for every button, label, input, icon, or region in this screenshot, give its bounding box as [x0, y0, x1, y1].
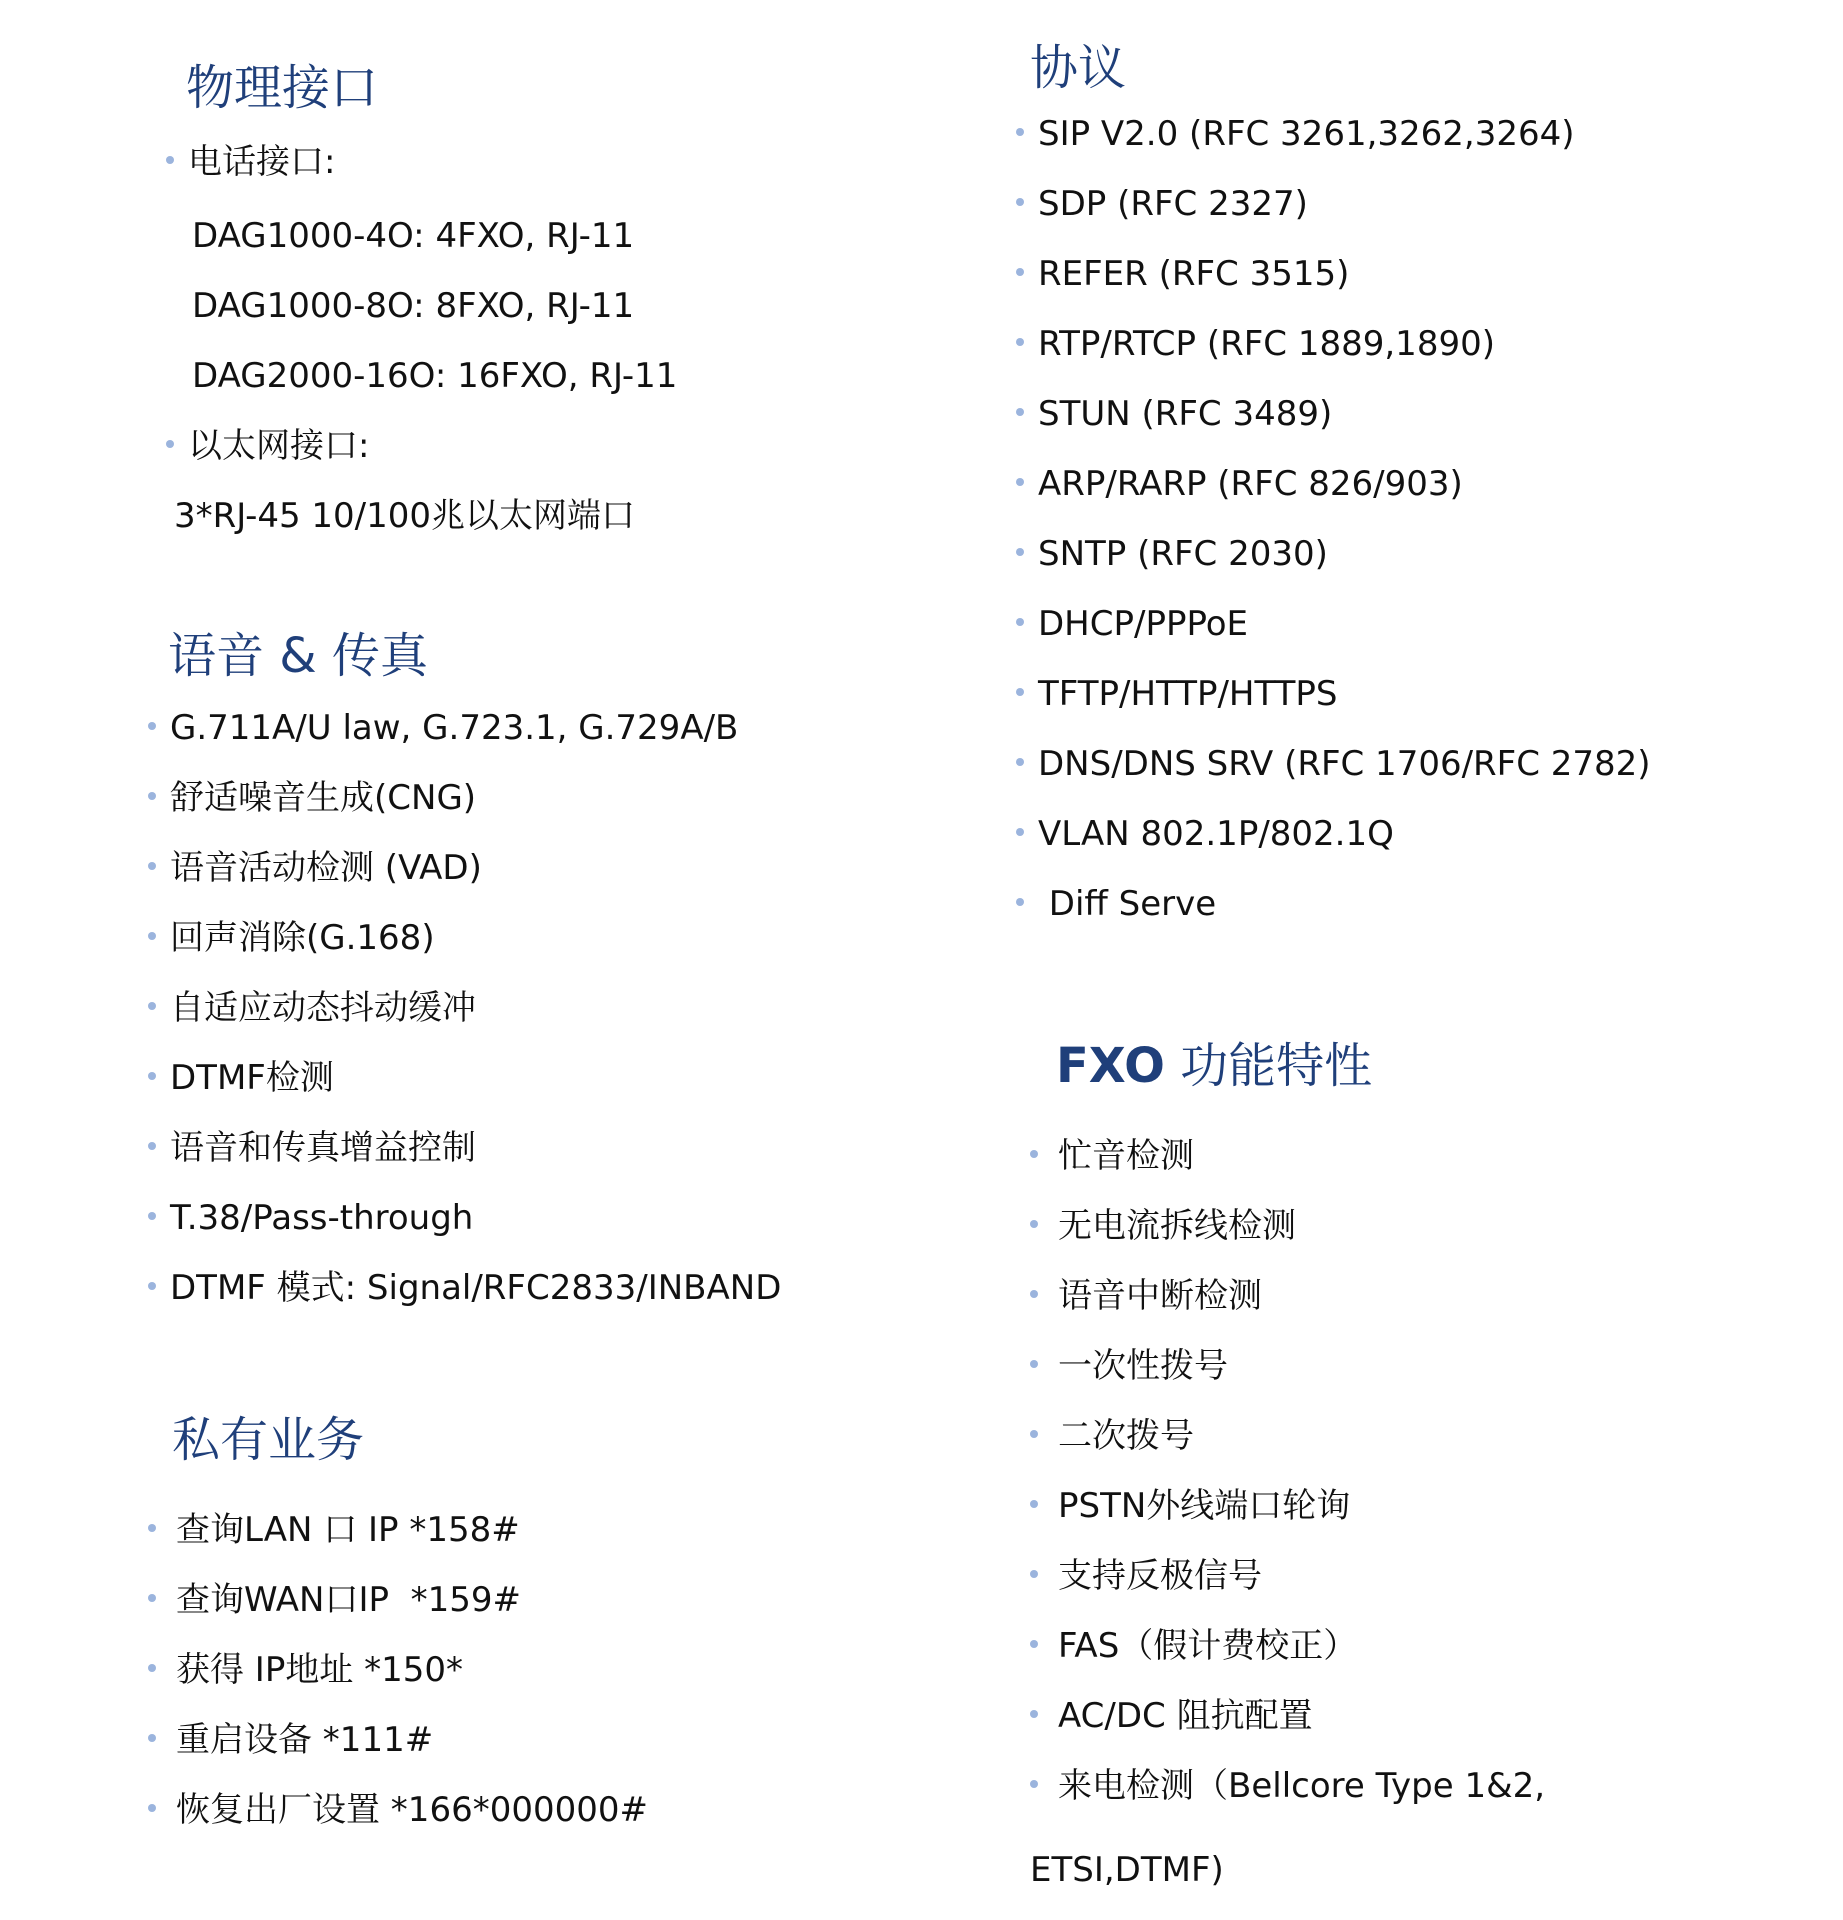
- list-item: [1030, 1624, 1357, 1668]
- list-item-text: DTMF检测: [170, 1058, 334, 1098]
- private-services-heading: 私有业务: [172, 1412, 365, 1468]
- bullet-icon: [148, 1212, 156, 1220]
- bullet-icon: [1016, 828, 1024, 836]
- bullet-icon: [1016, 758, 1024, 766]
- bullet-icon: [148, 1142, 156, 1150]
- bullet-icon: [1016, 548, 1024, 556]
- list-item: [1016, 462, 1463, 506]
- list-item-text: 语音活动检测 (VAD): [170, 848, 482, 888]
- bullet-icon: [148, 1804, 156, 1812]
- bullet-icon: [148, 1664, 156, 1672]
- list-item: [148, 1648, 463, 1692]
- list-item: [148, 1126, 476, 1170]
- list-item-text: 支持反极信号: [1058, 1556, 1262, 1596]
- list-item-text: 二次拨号: [1058, 1416, 1194, 1456]
- fxo-heading-rest: 功能特性: [1180, 1038, 1373, 1094]
- bullet-icon: [148, 1002, 156, 1010]
- bullet-icon: [1016, 338, 1024, 346]
- list-item-text: 忙音检测: [1058, 1136, 1194, 1176]
- list-item-text: SIP V2.0 (RFC 3261,3262,3264): [1038, 114, 1575, 154]
- list-item-text: DHCP/PPPoE: [1038, 604, 1249, 644]
- list-item: [1016, 882, 1216, 926]
- list-item-text: 来电检测（Bellcore Type 1&2,: [1058, 1766, 1546, 1806]
- phone-interface-label: 电话接口:: [188, 142, 336, 182]
- fxo-features-heading: [1056, 1038, 1372, 1094]
- list-item: [1030, 1764, 1545, 1808]
- list-item: [1016, 252, 1349, 296]
- list-item: [1030, 1414, 1194, 1458]
- list-item-text: 重启设备 *111#: [176, 1720, 434, 1760]
- list-item: [1016, 742, 1651, 786]
- bullet-icon: [1016, 688, 1024, 696]
- list-item: [148, 706, 738, 750]
- list-item-text: AC/DC 阻抗配置: [1058, 1696, 1313, 1736]
- fxo-caller-id-continuation: ETSI,DTMF): [1030, 1850, 1224, 1890]
- list-item-text: 舒适噪音生成(CNG): [170, 778, 477, 818]
- bullet-icon: [1016, 408, 1024, 416]
- list-item: [1030, 1554, 1262, 1598]
- bullet-icon: [148, 1594, 156, 1602]
- list-item: [1030, 1134, 1194, 1178]
- phone-model-line: DAG1000-4O: 4FXO, RJ-11: [192, 216, 635, 256]
- list-item-text: 一次性拨号: [1058, 1346, 1228, 1386]
- list-item-text: 无电流拆线检测: [1058, 1206, 1296, 1246]
- list-item: [148, 1718, 433, 1762]
- phone-interface-item: [166, 140, 335, 184]
- list-item: [148, 1508, 520, 1552]
- list-item: [1016, 182, 1308, 226]
- list-item: [1030, 1484, 1350, 1528]
- list-item: [1030, 1344, 1228, 1388]
- list-item: [148, 846, 482, 890]
- bullet-icon: [1030, 1710, 1038, 1718]
- bullet-icon: [148, 1524, 156, 1532]
- bullet-icon: [1016, 898, 1024, 906]
- bullet-icon: [166, 440, 174, 448]
- list-item: [1016, 322, 1495, 366]
- list-item-text: SDP (RFC 2327): [1038, 184, 1308, 224]
- list-item: [148, 1266, 781, 1310]
- ethernet-interface-value: 3*RJ-45 10/100兆以太网端口: [174, 496, 636, 536]
- list-item: [1030, 1274, 1262, 1318]
- bullet-icon: [166, 156, 174, 164]
- bullet-icon: [148, 792, 156, 800]
- list-item: [1016, 672, 1338, 716]
- list-item-text: REFER (RFC 3515): [1038, 254, 1350, 294]
- bullet-icon: [1030, 1290, 1038, 1298]
- list-item-text: Diff Serve: [1038, 884, 1217, 924]
- list-item-text: T.38/Pass-through: [170, 1198, 474, 1238]
- list-item-text: 恢复出厂设置 *166*000000#: [176, 1790, 648, 1830]
- list-item-text: STUN (RFC 3489): [1038, 394, 1333, 434]
- ethernet-interface-item: [166, 424, 369, 468]
- bullet-icon: [1030, 1150, 1038, 1158]
- phone-model-line: DAG1000-8O: 8FXO, RJ-11: [192, 286, 635, 326]
- voice-fax-heading: 语音 & 传真: [168, 628, 428, 684]
- list-item: [1016, 532, 1328, 576]
- bullet-icon: [148, 862, 156, 870]
- list-item-text: 语音和传真增益控制: [170, 1128, 476, 1168]
- ethernet-interface-label: 以太网接口:: [188, 426, 370, 466]
- bullet-icon: [1030, 1430, 1038, 1438]
- list-item: [148, 1578, 521, 1622]
- list-item: [1016, 392, 1332, 436]
- list-item-text: SNTP (RFC 2030): [1038, 534, 1328, 574]
- list-item-text: 查询WAN口IP *159#: [176, 1580, 521, 1620]
- list-item: [148, 1788, 648, 1832]
- list-item-text: G.711A/U law, G.723.1, G.729A/B: [170, 708, 739, 748]
- list-item-text: 语音中断检测: [1058, 1276, 1262, 1316]
- bullet-icon: [148, 1282, 156, 1290]
- bullet-icon: [1030, 1360, 1038, 1368]
- fxo-heading-prefix: FXO: [1056, 1038, 1165, 1094]
- bullet-icon: [1016, 268, 1024, 276]
- list-item-text: ARP/RARP (RFC 826/903): [1038, 464, 1463, 504]
- list-item: [1016, 112, 1575, 156]
- list-item: [148, 776, 476, 820]
- list-item-text: VLAN 802.1P/802.1Q: [1038, 814, 1394, 854]
- bullet-icon: [148, 722, 156, 730]
- list-item: [1016, 812, 1394, 856]
- bullet-icon: [1030, 1570, 1038, 1578]
- bullet-icon: [1030, 1640, 1038, 1648]
- list-item-text: PSTN外线端口轮询: [1058, 1486, 1351, 1526]
- bullet-icon: [148, 932, 156, 940]
- bullet-icon: [1030, 1220, 1038, 1228]
- list-item: [1016, 602, 1248, 646]
- bullet-icon: [148, 1072, 156, 1080]
- bullet-icon: [148, 1734, 156, 1742]
- list-item-text: 获得 IP地址 *150*: [176, 1650, 464, 1690]
- bullet-icon: [1016, 198, 1024, 206]
- list-item-text: TFTP/HTTP/HTTPS: [1038, 674, 1338, 714]
- list-item-text: 自适应动态抖动缓冲: [170, 988, 476, 1028]
- list-item: [1030, 1204, 1296, 1248]
- list-item: [148, 1056, 334, 1100]
- bullet-icon: [1016, 128, 1024, 136]
- list-item: [1030, 1694, 1313, 1738]
- list-item-text: RTP/RTCP (RFC 1889,1890): [1038, 324, 1495, 364]
- phone-model-line: DAG2000-16O: 16FXO, RJ-11: [192, 356, 678, 396]
- physical-interface-heading: 物理接口: [186, 60, 379, 116]
- bullet-icon: [1016, 478, 1024, 486]
- bullet-icon: [1016, 618, 1024, 626]
- list-item: [148, 1196, 473, 1240]
- bullet-icon: [1030, 1780, 1038, 1788]
- protocol-heading: 协议: [1030, 40, 1127, 96]
- list-item-text: 回声消除(G.168): [170, 918, 435, 958]
- list-item: [148, 916, 435, 960]
- list-item-text: 查询LAN 口 IP *158#: [176, 1510, 520, 1550]
- list-item-text: FAS（假计费校正）: [1058, 1626, 1358, 1666]
- list-item-text: DNS/DNS SRV (RFC 1706/RFC 2782): [1038, 744, 1651, 784]
- bullet-icon: [1030, 1500, 1038, 1508]
- list-item: [148, 986, 476, 1030]
- list-item-text: DTMF 模式: Signal/RFC2833/INBAND: [170, 1268, 782, 1308]
